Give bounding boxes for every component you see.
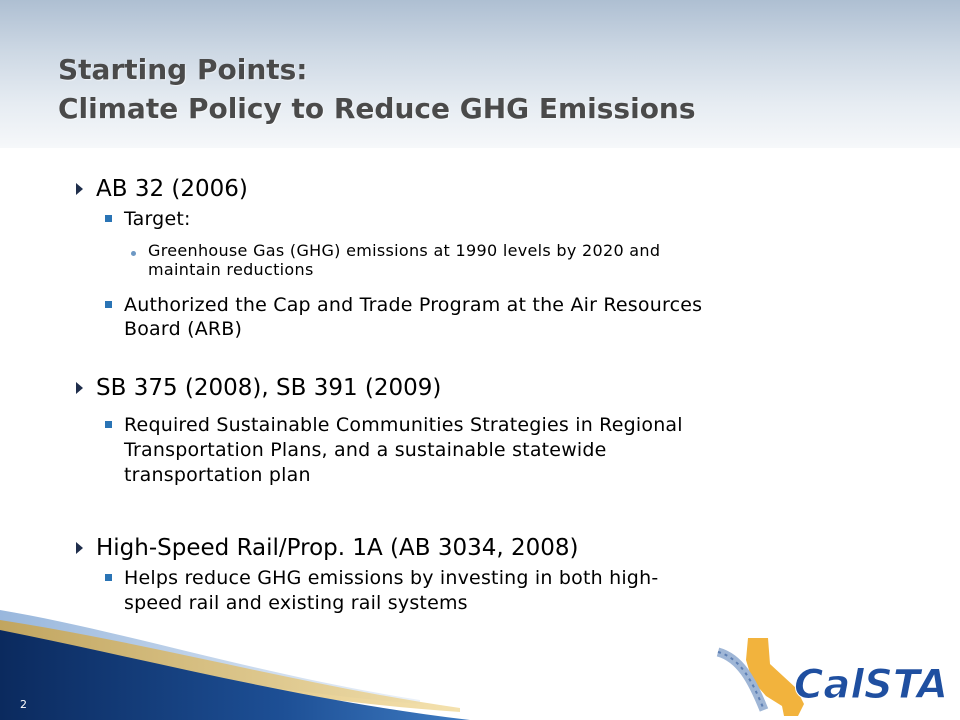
bullet-text-line-2: speed rail and existing rail systems bbox=[124, 592, 468, 614]
level2-bullet-icon bbox=[105, 301, 112, 308]
level1-bullet-icon bbox=[76, 183, 83, 195]
bullet-text-line-1: Required Sustainable Communities Strategies in Regional bbox=[124, 414, 683, 436]
page-number: 2 bbox=[20, 698, 27, 711]
calsta-logo bbox=[700, 630, 960, 720]
bullet-text-line-1: Greenhouse Gas (GHG) emissions at 1990 levels by 2020 and bbox=[148, 241, 661, 260]
bullet-text-line-2: Board (ARB) bbox=[124, 318, 243, 340]
level2-bullet-icon bbox=[105, 574, 112, 581]
level1-bullet-icon bbox=[76, 382, 83, 394]
bullet-text-line-1: Helps reduce GHG emissions by investing in both high- bbox=[124, 567, 659, 589]
bullet-text-line-3: transportation plan bbox=[124, 464, 311, 486]
bullet-text: Target: bbox=[124, 208, 191, 230]
title-bar bbox=[0, 0, 960, 148]
bullet-text: High-Speed Rail/Prop. 1A (AB 3034, 2008) bbox=[96, 535, 579, 561]
level2-bullet-icon bbox=[105, 215, 112, 222]
title-line-1: Starting Points: bbox=[58, 53, 308, 86]
bullet-text-line-1: Authorized the Cap and Trade Program at the Air Resources bbox=[124, 294, 703, 316]
bullet-text-line-2: maintain reductions bbox=[148, 260, 314, 279]
bullet-text-line-2: Transportation Plans, and a sustainable statewide bbox=[124, 439, 607, 461]
bullet-text: AB 32 (2006) bbox=[96, 176, 248, 202]
level1-bullet-icon bbox=[76, 542, 83, 554]
bullet-text: SB 375 (2008), SB 391 (2009) bbox=[96, 375, 442, 401]
title-line-2: Climate Policy to Reduce GHG Emissions bbox=[58, 92, 696, 125]
level3-bullet-icon bbox=[131, 251, 136, 256]
level2-bullet-icon bbox=[105, 421, 112, 428]
svg-text:CalSTA: CalSTA bbox=[794, 662, 949, 708]
slide-title bbox=[58, 50, 696, 128]
